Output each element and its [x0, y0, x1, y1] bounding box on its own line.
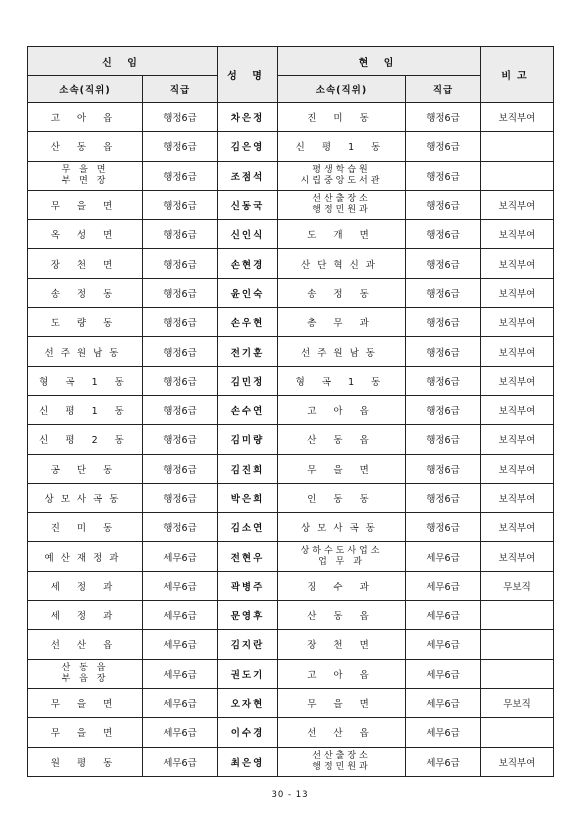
header-name: 성 명 [218, 47, 278, 103]
new-dept-cell-line: 무 을 면 [50, 699, 120, 711]
table-row [28, 249, 554, 278]
current-rank-cell: 행정6급 [406, 278, 481, 307]
new-dept-cell [28, 161, 143, 190]
new-dept-cell-line: 세 정 과 [50, 611, 120, 623]
current-dept-cell-line: 선 산 읍 [307, 728, 376, 740]
name-cell: 김미량 [218, 425, 278, 454]
name-cell: 오자현 [218, 688, 278, 717]
current-dept-cell [278, 542, 406, 571]
current-dept-cell [278, 425, 406, 454]
remarks-cell [481, 161, 554, 190]
remarks-cell: 보직부여 [481, 483, 554, 512]
current-dept-cell [278, 278, 406, 307]
remarks-cell: 보직부여 [481, 308, 554, 337]
new-dept-cell [28, 454, 143, 483]
personnel-table [27, 46, 554, 777]
new-rank-cell: 행정6급 [143, 308, 218, 337]
current-dept-cell-line: 송 정 동 [307, 288, 376, 300]
current-dept-cell [278, 630, 406, 659]
new-rank-cell: 행정6급 [143, 366, 218, 395]
table-row [28, 425, 554, 454]
current-dept-cell [278, 190, 406, 219]
new-rank-cell: 행정6급 [143, 337, 218, 366]
new-dept-cell-line: 선주원남동 [44, 347, 126, 359]
remarks-cell: 보직부여 [481, 513, 554, 542]
name-cell: 김진희 [218, 454, 278, 483]
current-dept-cell [278, 337, 406, 366]
remarks-cell: 보직부여 [481, 190, 554, 219]
new-dept-cell-line: 산 동 읍 [61, 662, 109, 673]
remarks-cell: 보직부여 [481, 249, 554, 278]
remarks-cell [481, 659, 554, 688]
new-dept-cell-line: 세 정 과 [50, 581, 120, 593]
current-dept-cell-line: 신 평 1 동 [295, 142, 388, 154]
table-row [28, 513, 554, 542]
name-cell: 신인식 [218, 220, 278, 249]
header-new-dept: 소속(직위) [28, 76, 143, 103]
new-dept-cell-line: 상모사곡동 [44, 494, 126, 505]
current-rank-cell: 행정6급 [406, 220, 481, 249]
current-rank-cell: 행정6급 [406, 425, 481, 454]
table-row [28, 747, 554, 776]
new-rank-cell: 행정6급 [143, 395, 218, 424]
current-rank-cell: 행정6급 [406, 483, 481, 512]
table-row [28, 337, 554, 366]
new-dept-cell-line: 부 읍 장 [61, 673, 109, 684]
current-dept-cell-line: 산단혁신과 [301, 259, 382, 271]
current-dept-cell-line: 진 미 동 [307, 113, 376, 125]
new-dept-cell [28, 278, 143, 307]
current-rank-cell: 세무6급 [406, 747, 481, 776]
table-row [28, 454, 554, 483]
new-dept-cell-line: 형 곡 1 동 [39, 376, 131, 388]
remarks-cell [481, 718, 554, 747]
current-dept-cell [278, 513, 406, 542]
new-dept-cell [28, 425, 143, 454]
table-row [28, 630, 554, 659]
current-dept-cell [278, 161, 406, 190]
current-dept-cell [278, 132, 406, 161]
remarks-cell: 보직부여 [481, 454, 554, 483]
new-dept-cell [28, 395, 143, 424]
name-cell: 윤인숙 [218, 278, 278, 307]
new-dept-cell-line: 무 을 면 [50, 201, 120, 213]
current-rank-cell: 행정6급 [406, 249, 481, 278]
current-dept-cell-line: 도 개 면 [307, 230, 376, 242]
new-dept-cell [28, 630, 143, 659]
name-cell: 차은정 [218, 103, 278, 132]
remarks-cell: 보직부여 [481, 395, 554, 424]
new-rank-cell: 행정6급 [143, 132, 218, 161]
name-cell: 김민정 [218, 366, 278, 395]
new-dept-cell-line: 신 평 1 동 [39, 406, 131, 418]
current-rank-cell: 행정6급 [406, 190, 481, 219]
header-row-sub [28, 76, 554, 103]
new-dept-cell [28, 190, 143, 219]
current-rank-cell: 행정6급 [406, 132, 481, 161]
new-dept-cell [28, 103, 143, 132]
table-row [28, 220, 554, 249]
new-rank-cell: 세무6급 [143, 601, 218, 630]
current-dept-cell [278, 366, 406, 395]
name-cell: 문영후 [218, 601, 278, 630]
current-dept-cell [278, 718, 406, 747]
header-new-rank: 직급 [143, 76, 218, 103]
new-rank-cell: 세무6급 [143, 718, 218, 747]
remarks-cell [481, 132, 554, 161]
name-cell: 김은영 [218, 132, 278, 161]
table-row [28, 483, 554, 512]
current-dept-cell-line: 형 곡 1 동 [295, 376, 388, 388]
new-rank-cell: 행정6급 [143, 513, 218, 542]
current-rank-cell: 행정6급 [406, 366, 481, 395]
name-cell: 전현우 [218, 542, 278, 571]
current-dept-cell-line: 업 무 과 [318, 556, 365, 567]
new-dept-cell-line: 옥 성 면 [50, 230, 120, 242]
new-dept-cell [28, 571, 143, 600]
current-dept-cell-line: 행정민원과 [312, 205, 371, 216]
current-dept-cell-line: 평생학습원 [312, 164, 371, 175]
current-rank-cell: 행정6급 [406, 513, 481, 542]
new-rank-cell: 행정6급 [143, 278, 218, 307]
name-cell: 손수연 [218, 395, 278, 424]
current-rank-cell: 세무6급 [406, 601, 481, 630]
current-dept-cell [278, 454, 406, 483]
current-dept-cell [278, 659, 406, 688]
current-dept-cell-line: 인 동 동 [307, 494, 376, 505]
current-rank-cell: 행정6급 [406, 454, 481, 483]
new-dept-cell-line: 장 천 면 [50, 259, 120, 271]
new-dept-cell-line: 공 단 동 [50, 464, 120, 476]
remarks-cell: 보직부여 [481, 337, 554, 366]
table-row [28, 161, 554, 190]
current-rank-cell: 세무6급 [406, 571, 481, 600]
name-cell: 손현경 [218, 249, 278, 278]
remarks-cell: 보직부여 [481, 220, 554, 249]
new-rank-cell: 세무6급 [143, 542, 218, 571]
current-dept-cell [278, 308, 406, 337]
current-dept-cell-line: 무 을 면 [307, 464, 376, 476]
new-dept-cell-line: 예산재정과 [44, 552, 126, 564]
remarks-cell: 보직부여 [481, 542, 554, 571]
name-cell: 곽병주 [218, 571, 278, 600]
new-rank-cell: 행정6급 [143, 161, 218, 190]
new-rank-cell: 행정6급 [143, 454, 218, 483]
table-row [28, 395, 554, 424]
new-rank-cell: 행정6급 [143, 483, 218, 512]
new-dept-cell-line: 도 량 동 [50, 318, 120, 330]
current-dept-cell-line: 고 아 읍 [307, 406, 376, 418]
current-rank-cell: 행정6급 [406, 103, 481, 132]
new-dept-cell-line: 산 동 읍 [50, 142, 120, 154]
remarks-cell: 보직부여 [481, 425, 554, 454]
remarks-cell [481, 601, 554, 630]
table-row [28, 542, 554, 571]
table-row [28, 132, 554, 161]
new-dept-cell [28, 483, 143, 512]
name-cell: 김지란 [218, 630, 278, 659]
new-dept-cell-line: 부 면 장 [61, 175, 109, 186]
remarks-cell [481, 630, 554, 659]
header-new-post: 신 임 [28, 47, 218, 76]
current-dept-cell-line: 산 동 읍 [307, 611, 376, 623]
current-dept-cell-line: 장 천 면 [307, 640, 376, 652]
current-dept-cell [278, 395, 406, 424]
name-cell: 조점석 [218, 161, 278, 190]
remarks-cell: 무보직 [481, 688, 554, 717]
new-rank-cell: 세무6급 [143, 571, 218, 600]
current-rank-cell: 세무6급 [406, 630, 481, 659]
new-dept-cell [28, 132, 143, 161]
table-row [28, 278, 554, 307]
new-dept-cell [28, 308, 143, 337]
new-dept-cell-line: 원 평 동 [50, 757, 120, 769]
remarks-cell: 보직부여 [481, 103, 554, 132]
name-cell: 전기훈 [218, 337, 278, 366]
remarks-cell: 보직부여 [481, 278, 554, 307]
name-cell: 박은희 [218, 483, 278, 512]
current-dept-cell-line: 시립중앙도서관 [300, 175, 383, 186]
current-dept-cell-line: 산 동 읍 [307, 435, 376, 447]
new-dept-cell [28, 688, 143, 717]
new-dept-cell [28, 249, 143, 278]
current-rank-cell: 행정6급 [406, 337, 481, 366]
current-rank-cell: 세무6급 [406, 542, 481, 571]
new-dept-cell [28, 601, 143, 630]
table-row [28, 308, 554, 337]
table-row [28, 366, 554, 395]
name-cell: 손우현 [218, 308, 278, 337]
table-row [28, 571, 554, 600]
table-row [28, 190, 554, 219]
current-dept-cell [278, 601, 406, 630]
current-dept-cell-line: 고 아 읍 [307, 669, 376, 681]
current-rank-cell: 행정6급 [406, 161, 481, 190]
new-rank-cell: 세무6급 [143, 630, 218, 659]
new-dept-cell-line: 송 정 동 [50, 288, 120, 300]
current-dept-cell [278, 688, 406, 717]
page-number: 30 - 13 [271, 790, 309, 800]
name-cell: 신동국 [218, 190, 278, 219]
new-rank-cell: 행정6급 [143, 425, 218, 454]
current-rank-cell: 세무6급 [406, 659, 481, 688]
remarks-cell: 보직부여 [481, 366, 554, 395]
remarks-cell: 무보직 [481, 571, 554, 600]
name-cell: 이수경 [218, 718, 278, 747]
current-dept-cell [278, 103, 406, 132]
new-dept-cell-line: 진 미 동 [50, 523, 120, 535]
new-rank-cell: 세무6급 [143, 747, 218, 776]
header-current-rank: 직급 [406, 76, 481, 103]
current-dept-cell-line: 상모사곡동 [301, 523, 382, 535]
current-dept-cell-line: 선산출장소 [312, 750, 371, 761]
table-row [28, 103, 554, 132]
new-rank-cell: 세무6급 [143, 688, 218, 717]
new-dept-cell-line: 무 을 면 [50, 728, 120, 740]
name-cell: 최은영 [218, 747, 278, 776]
header-current-dept: 소속(직위) [278, 76, 406, 103]
new-dept-cell [28, 747, 143, 776]
new-dept-cell [28, 718, 143, 747]
current-rank-cell: 행정6급 [406, 395, 481, 424]
table-row [28, 659, 554, 688]
table-row [28, 688, 554, 717]
new-rank-cell: 행정6급 [143, 220, 218, 249]
new-dept-cell [28, 220, 143, 249]
new-dept-cell-line: 무 을 면 [61, 164, 109, 175]
current-dept-cell [278, 220, 406, 249]
current-dept-cell-line: 행정민원과 [312, 761, 371, 772]
current-dept-cell [278, 483, 406, 512]
new-rank-cell: 세무6급 [143, 659, 218, 688]
remarks-cell: 보직부여 [481, 747, 554, 776]
new-rank-cell: 행정6급 [143, 249, 218, 278]
header-remarks: 비고 [481, 47, 554, 103]
table-row [28, 601, 554, 630]
current-dept-cell-line: 선산출장소 [312, 194, 371, 205]
new-dept-cell-line: 선 산 읍 [50, 640, 120, 652]
current-dept-cell-line: 징 수 과 [307, 581, 376, 593]
current-dept-cell [278, 249, 406, 278]
current-dept-cell-line: 총 무 과 [307, 318, 376, 330]
name-cell: 권도기 [218, 659, 278, 688]
name-cell: 김소연 [218, 513, 278, 542]
current-rank-cell: 행정6급 [406, 308, 481, 337]
new-rank-cell: 행정6급 [143, 103, 218, 132]
table-row [28, 718, 554, 747]
new-dept-cell-line: 신 평 2 동 [39, 435, 131, 447]
table-body [28, 103, 554, 777]
new-dept-cell [28, 542, 143, 571]
current-rank-cell: 세무6급 [406, 718, 481, 747]
current-dept-cell [278, 571, 406, 600]
new-dept-cell [28, 659, 143, 688]
header-current-post: 현 임 [278, 47, 481, 76]
new-rank-cell: 행정6급 [143, 190, 218, 219]
new-dept-cell [28, 366, 143, 395]
current-dept-cell-line: 선주원남동 [301, 347, 382, 359]
current-dept-cell [278, 747, 406, 776]
current-dept-cell-line: 상하수도사업소 [300, 545, 383, 556]
new-dept-cell [28, 513, 143, 542]
current-dept-cell-line: 무 을 면 [307, 699, 376, 711]
current-rank-cell: 세무6급 [406, 688, 481, 717]
new-dept-cell [28, 337, 143, 366]
new-dept-cell-line: 고 아 읍 [50, 113, 120, 125]
header-row-top [28, 47, 554, 76]
